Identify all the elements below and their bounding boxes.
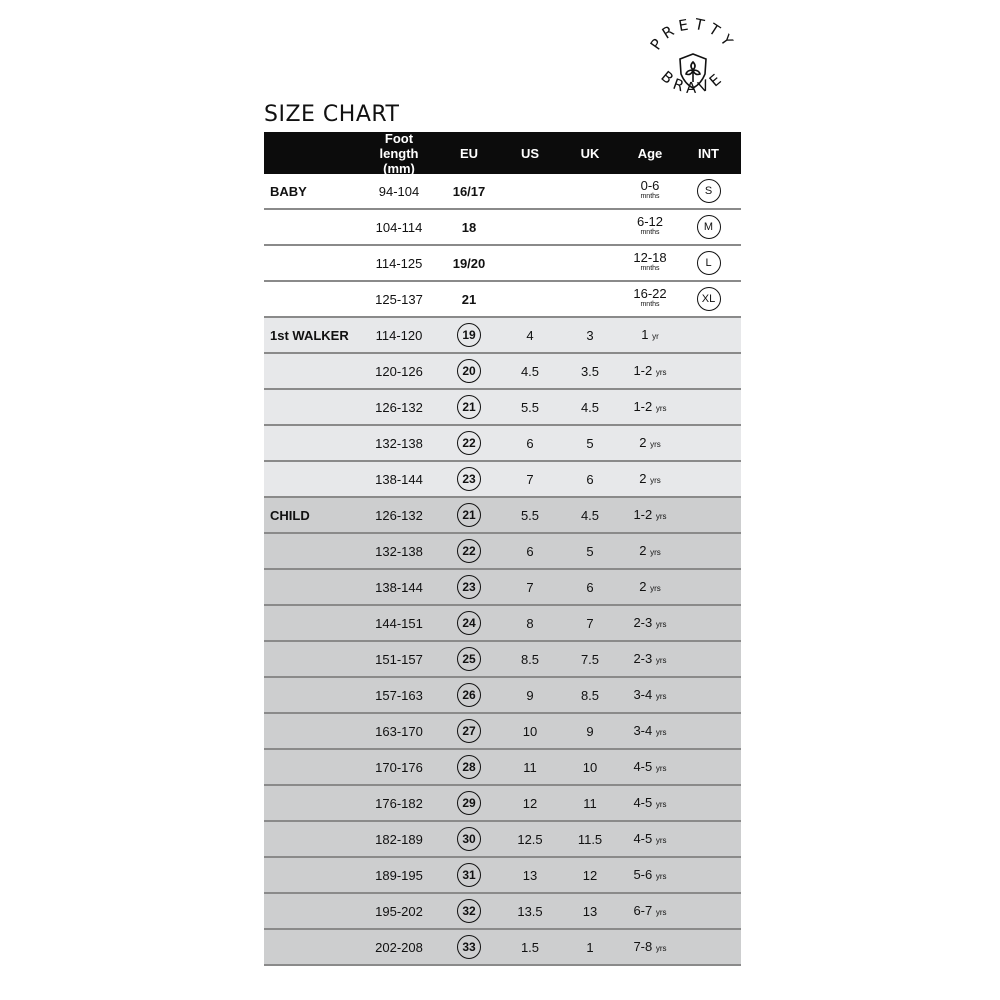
eu-size-value: 16/17: [452, 183, 486, 199]
eu-cell: [434, 256, 504, 271]
uk-cell: 11.5: [577, 831, 603, 847]
int-cell: [676, 179, 741, 203]
table-row: [264, 174, 741, 210]
us-cell: 8: [526, 615, 534, 631]
eu-cell: [434, 539, 504, 563]
age-cell: [624, 506, 676, 522]
us-cell: 5.5: [520, 399, 540, 415]
table-row: [264, 858, 741, 894]
uk-cell: 12: [582, 867, 598, 883]
uk-cell: 4.5: [580, 507, 600, 523]
eu-cell: [434, 611, 504, 635]
header-foot-length-label: Foot length: [379, 130, 419, 161]
eu-size-badge: 22: [457, 431, 481, 455]
logo-word-pretty: PRETTY: [646, 14, 740, 54]
table-row: [264, 318, 741, 354]
age-cell: [624, 686, 676, 702]
uk-cell: 9: [586, 723, 594, 739]
age-unit: mnths: [640, 301, 660, 308]
us-cell: 4: [526, 327, 534, 343]
age-unit: yrs: [655, 907, 667, 917]
uk-cell: 8.5: [580, 687, 600, 703]
foot-length-cell: 202-208: [375, 939, 423, 955]
us-cell: 13.5: [517, 903, 543, 919]
us-cell: 6: [526, 435, 534, 451]
eu-cell: [434, 899, 504, 923]
age-value: 5-6: [633, 866, 653, 882]
us-cell: 7: [526, 579, 534, 595]
age-value: 12-18: [633, 250, 667, 265]
foot-length-cell: 138-144: [375, 471, 423, 487]
age-value: 4-5: [633, 794, 653, 810]
eu-size-value: 18: [461, 219, 477, 235]
category-label: 1st WALKER: [270, 327, 349, 343]
foot-length-cell: 170-176: [375, 759, 423, 775]
header-eu: EU: [459, 145, 479, 161]
int-cell: [676, 215, 741, 239]
age-unit: yrs: [655, 799, 667, 809]
header-age: Age: [637, 145, 663, 161]
header-us: US: [520, 145, 540, 161]
age-cell: [624, 794, 676, 810]
us-cell: 13: [522, 867, 538, 883]
table-row: [264, 534, 741, 570]
table-row: [264, 282, 741, 318]
age-unit: mnths: [640, 193, 660, 200]
table-row: [264, 822, 741, 858]
age-unit: yrs: [655, 367, 667, 377]
int-cell: [676, 287, 741, 311]
us-cell: 9: [526, 687, 534, 703]
table-row: [264, 570, 741, 606]
int-size-badge: S: [697, 179, 721, 203]
table-row: [264, 894, 741, 930]
uk-cell: 7.5: [580, 651, 600, 667]
age-unit: yrs: [655, 835, 667, 845]
eu-cell: [434, 755, 504, 779]
eu-size-badge: 20: [457, 359, 481, 383]
header-uk: UK: [580, 145, 600, 161]
eu-cell: [434, 719, 504, 743]
us-cell: 10: [522, 723, 538, 739]
foot-length-cell: 132-138: [375, 435, 423, 451]
age-unit: yrs: [655, 511, 667, 521]
child-section: [264, 498, 741, 966]
age-cell: [624, 722, 676, 738]
eu-cell: [434, 827, 504, 851]
uk-cell: 1: [586, 939, 594, 955]
age-cell: [624, 758, 676, 774]
us-cell: 6: [526, 543, 534, 559]
age-unit: yrs: [655, 403, 667, 413]
foot-length-cell: 144-151: [375, 615, 423, 631]
foot-length-cell: 151-157: [375, 651, 423, 667]
age-unit: yrs: [650, 475, 661, 485]
eu-size-value: 19/20: [452, 255, 486, 271]
foot-length-cell: 104-114: [375, 219, 423, 235]
age-cell: [624, 326, 676, 342]
logo-word-brave: BRAVE: [657, 67, 729, 97]
age-value: 2-3: [633, 650, 653, 666]
table-row: [264, 606, 741, 642]
age-unit: mnths: [640, 229, 660, 236]
age-value: 2: [639, 434, 647, 450]
eu-size-badge: 23: [457, 575, 481, 599]
eu-size-badge: 21: [457, 503, 481, 527]
eu-cell: [434, 395, 504, 419]
age-unit: yrs: [650, 439, 661, 449]
eu-cell: [434, 503, 504, 527]
age-value: 0-6: [640, 178, 660, 193]
eu-size-badge: 23: [457, 467, 481, 491]
eu-cell: [434, 292, 504, 307]
age-cell: [624, 288, 676, 310]
uk-cell: 3: [586, 327, 594, 343]
us-cell: 8.5: [520, 651, 540, 667]
eu-size-badge: 21: [457, 395, 481, 419]
eu-cell: [434, 683, 504, 707]
eu-size-badge: 30: [457, 827, 481, 851]
uk-cell: 5: [586, 543, 594, 559]
age-unit: yrs: [655, 871, 667, 881]
category-label: CHILD: [270, 507, 310, 523]
age-unit: yrs: [655, 943, 667, 953]
foot-length-cell: 132-138: [375, 543, 423, 559]
eu-cell: [434, 791, 504, 815]
brand-logo: [638, 14, 748, 124]
age-unit: yrs: [655, 619, 667, 629]
eu-cell: [434, 184, 504, 199]
uk-cell: 7: [586, 615, 594, 631]
page-title: SIZE CHART: [264, 102, 400, 127]
age-value: 4-5: [633, 830, 653, 846]
eu-size-badge: 33: [457, 935, 481, 959]
eu-cell: [434, 323, 504, 347]
foot-length-cell: 126-132: [375, 399, 423, 415]
foot-length-cell: 176-182: [375, 795, 423, 811]
table-header: [264, 132, 741, 174]
uk-cell: 6: [586, 471, 594, 487]
age-cell: [624, 902, 676, 918]
eu-cell: [434, 431, 504, 455]
age-cell: [624, 180, 676, 202]
age-cell: [624, 216, 676, 238]
table-row: [264, 498, 741, 534]
age-value: 2: [639, 542, 647, 558]
us-cell: 7: [526, 471, 534, 487]
table-row: [264, 390, 741, 426]
foot-length-cell: 114-120: [375, 327, 423, 343]
int-size-badge: XL: [697, 287, 721, 311]
age-unit: yrs: [655, 691, 667, 701]
us-cell: 5.5: [520, 507, 540, 523]
age-value: 7-8: [633, 938, 653, 954]
age-value: 1-2: [633, 506, 653, 522]
us-cell: 12.5: [517, 831, 543, 847]
age-cell: [624, 252, 676, 274]
eu-cell: [434, 935, 504, 959]
table-row: [264, 426, 741, 462]
foot-length-cell: 138-144: [375, 579, 423, 595]
age-value: 3-4: [633, 722, 653, 738]
eu-size-badge: 31: [457, 863, 481, 887]
age-value: 2: [639, 470, 647, 486]
eu-size-badge: 26: [457, 683, 481, 707]
age-cell: [624, 614, 676, 630]
foot-length-cell: 120-126: [375, 363, 423, 379]
age-value: 6-12: [636, 214, 664, 229]
age-cell: [624, 542, 676, 558]
table-row: [264, 246, 741, 282]
us-cell: 4.5: [520, 363, 540, 379]
age-cell: [624, 434, 676, 450]
svg-text:PRETTY: [647, 15, 740, 54]
foot-length-cell: 163-170: [375, 723, 423, 739]
age-value: 2-3: [633, 614, 653, 630]
age-cell: [624, 470, 676, 486]
header-foot-length-unit: (mm): [383, 160, 415, 176]
uk-cell: 4.5: [580, 399, 600, 415]
age-unit: yrs: [650, 547, 661, 557]
age-value: 1: [641, 326, 649, 342]
eu-cell: [434, 647, 504, 671]
age-value: 16-22: [633, 286, 667, 301]
uk-cell: 5: [586, 435, 594, 451]
foot-length-cell: 125-137: [375, 291, 423, 307]
table-row: [264, 786, 741, 822]
uk-cell: 3.5: [580, 363, 600, 379]
age-value: 3-4: [633, 686, 653, 702]
age-unit: yrs: [655, 655, 667, 665]
category-label: BABY: [270, 183, 307, 199]
table-row: [264, 462, 741, 498]
age-cell: [624, 938, 676, 954]
int-size-badge: M: [697, 215, 721, 239]
first-walker-section: [264, 318, 741, 498]
age-unit: mnths: [640, 265, 660, 272]
int-cell: [676, 251, 741, 275]
age-value: 2: [639, 578, 647, 594]
uk-cell: 6: [586, 579, 594, 595]
foot-length-cell: 126-132: [375, 507, 423, 523]
age-value: 1-2: [633, 398, 653, 414]
table-row: [264, 714, 741, 750]
us-cell: 1.5: [520, 939, 540, 955]
table-row: [264, 750, 741, 786]
table-row: [264, 678, 741, 714]
table-row: [264, 210, 741, 246]
us-cell: 12: [522, 795, 538, 811]
eu-size-value: 21: [461, 291, 477, 307]
header-int: INT: [698, 145, 719, 161]
foot-length-cell: 114-125: [375, 255, 423, 271]
eu-size-badge: 32: [457, 899, 481, 923]
foot-length-cell: 189-195: [375, 867, 423, 883]
us-cell: 11: [523, 759, 537, 775]
table-row: [264, 930, 741, 966]
eu-size-badge: 28: [457, 755, 481, 779]
age-value: 4-5: [633, 758, 653, 774]
age-value: 1-2: [633, 362, 653, 378]
eu-cell: [434, 220, 504, 235]
eu-size-badge: 25: [457, 647, 481, 671]
eu-cell: [434, 575, 504, 599]
age-value: 6-7: [633, 902, 653, 918]
uk-cell: 11: [583, 795, 597, 811]
foot-length-cell: 195-202: [375, 903, 423, 919]
age-unit: yrs: [655, 763, 667, 773]
eu-cell: [434, 467, 504, 491]
eu-size-badge: 22: [457, 539, 481, 563]
age-unit: yrs: [650, 583, 661, 593]
uk-cell: 10: [582, 759, 598, 775]
eu-cell: [434, 359, 504, 383]
foot-length-cell: 182-189: [375, 831, 423, 847]
eu-size-badge: 29: [457, 791, 481, 815]
eu-size-badge: 27: [457, 719, 481, 743]
age-cell: [624, 578, 676, 594]
table-row: [264, 642, 741, 678]
uk-cell: 13: [582, 903, 598, 919]
size-table: [264, 132, 741, 966]
header-foot-length: [364, 131, 434, 176]
age-unit: yrs: [655, 727, 667, 737]
age-cell: [624, 398, 676, 414]
eu-size-badge: 24: [457, 611, 481, 635]
foot-length-cell: 157-163: [375, 687, 423, 703]
baby-section: [264, 174, 741, 318]
age-cell: [624, 830, 676, 846]
int-size-badge: L: [697, 251, 721, 275]
eu-size-badge: 19: [457, 323, 481, 347]
age-unit: yr: [652, 331, 659, 341]
table-row: [264, 354, 741, 390]
age-cell: [624, 362, 676, 378]
eu-cell: [434, 863, 504, 887]
age-cell: [624, 650, 676, 666]
age-cell: [624, 866, 676, 882]
foot-length-cell: 94-104: [378, 183, 420, 199]
